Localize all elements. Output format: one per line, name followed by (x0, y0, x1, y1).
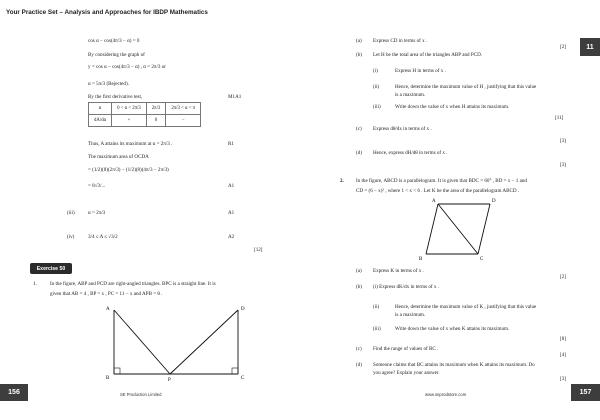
vertex-label-p: P (168, 378, 171, 382)
vertex-label-c: C (241, 376, 245, 381)
part-label: (b) (356, 284, 362, 290)
part-text: Write down the value of x when H attains its maximum. (395, 104, 510, 110)
mark-a1: A1 (228, 183, 235, 189)
solution-line-9: = 8√3/... (88, 183, 106, 189)
question-number: 1. (33, 281, 37, 287)
part-label: (b) (356, 52, 362, 58)
part-mark: [11] (555, 115, 564, 121)
sign-table-cell: + (112, 115, 147, 127)
solution-line-3: y = cos α − cos(4π/3 − α) , α = 2π/3 or (88, 64, 166, 70)
vertex-label-a: A (106, 307, 110, 312)
part-mark: [2] (560, 44, 566, 50)
part-label: (iii) (373, 104, 381, 110)
part-iii-answer: α = 2π/3 (88, 210, 106, 216)
solution-line-1: cos α − cos(4π/3 − α) = 0 (88, 38, 140, 44)
mark-m1a1: M1A1 (228, 94, 242, 100)
sign-table-cell: 2π/3 (146, 103, 166, 115)
footer-publisher: SE Production Limited (120, 392, 162, 397)
part-label: (i) (373, 68, 378, 74)
part-text: Hence, determine the maximum value of H , justifying that this value (395, 84, 537, 90)
part-text: Write down the value of x when K attains its maximum. (395, 326, 510, 332)
part-mark: [4] (560, 352, 566, 358)
part-iv-answer: 3/4 ≤ A ≤ √3/2 (88, 234, 118, 240)
part-text: Someone claims that BC attains its maximum when K attains its maximum. Do (373, 362, 535, 368)
part-label: (ii) (373, 84, 380, 90)
part-text: is a maximum. (395, 312, 426, 318)
total-marks: [12] (254, 247, 263, 253)
question-text: CD = (6 − x)² , where 1 < x < 6 . Let K be the area of the parallelogram ABCD . (356, 188, 520, 194)
solution-line-7: The maximum area of OCDA (88, 154, 149, 160)
solution-line-2: By considering the graph of (88, 52, 145, 58)
sign-table-cell: dA/dα (89, 115, 112, 127)
triangles-figure (100, 302, 250, 382)
part-mark: [3] (560, 376, 566, 382)
part-mark: [3] (560, 138, 566, 144)
solution-line-4: α = 5π/3 (Rejected). (88, 81, 129, 87)
part-mark: [8] (560, 336, 566, 342)
sign-table-cell: 0 < α < 2π/3 (112, 103, 147, 115)
part-label: (c) (356, 126, 362, 132)
part-text: Express H in terms of x . (395, 68, 446, 74)
chapter-tab: 11 (580, 38, 600, 56)
mark-r1: R1 (228, 141, 234, 147)
sign-table-cell: − (166, 115, 201, 127)
solution-line-8: = (1/2)(8)(2π/3) − (1/2)(8)(4π/3 − 2π/3) (88, 167, 169, 173)
part-mark: [2] (560, 274, 566, 280)
part-label: (a) (356, 268, 362, 274)
vertex-label-d: D (241, 307, 245, 312)
part-text: Express dθ/dx in terms of x . (373, 126, 432, 132)
exercise-heading: Exercise 50 (30, 263, 72, 274)
sign-table-cell: 0 (146, 115, 166, 127)
part-text: Find the range of values of BC . (373, 346, 439, 352)
mark-a2: A2 (228, 234, 235, 240)
question-text: In the figure, ABP and PCD are right-angled triangles. BPC is a straight line. It is (50, 281, 216, 287)
vertex-label-a: A (432, 199, 436, 204)
part-text: Let H be the total area of the triangles ABP and PCD. (373, 52, 483, 58)
page-header-title: Your Practice Set – Analysis and Approaches for IBDP Mathematics (6, 9, 208, 16)
part-iii-label: (iii) (67, 210, 75, 216)
solution-line-6: Thus, A attains its maximum at α = 2π/3 . (88, 141, 173, 147)
question-text: given that AB = 4 , BP = x , PC = 11 − x and APB = θ . (50, 291, 163, 297)
part-label: (d) (356, 150, 362, 156)
vertex-label-d: D (492, 199, 496, 204)
part-mark: [3] (560, 162, 566, 168)
first-derivative-sign-table (88, 102, 201, 127)
part-text: Express K in terms of x . (373, 268, 424, 274)
part-label: (c) (356, 346, 362, 352)
part-text: you agree? Explain your answer. (373, 370, 440, 376)
page-number-left: 156 (0, 384, 28, 401)
vertex-label-b: B (106, 376, 110, 381)
part-text: Express CD in terms of x . (373, 38, 428, 44)
solution-line-5: By the first derivative test, (88, 94, 143, 100)
part-text: Hence, determine the maximum value of K , justifying that this value (395, 304, 537, 310)
vertex-label-c: C (480, 257, 484, 262)
mark-a1: A1 (228, 210, 235, 216)
footer-website: www.seprodstore.com (425, 392, 467, 397)
page-number-right: 157 (571, 384, 600, 401)
question-text: In the figure, ABCD is a parallelogram. It is given that BDC = 60° , BD = x − 1 and (356, 178, 527, 184)
part-iv-label: (iv) (67, 234, 75, 240)
part-text: is a maximum. (395, 92, 426, 98)
part-label: (ii) (373, 304, 380, 310)
part-label: (d) (356, 362, 362, 368)
part-text: Hence, express dH/dθ in terms of x . (373, 150, 448, 156)
part-label: (a) (356, 38, 362, 44)
question-number: 2. (340, 178, 344, 184)
part-label: (iii) (373, 326, 381, 332)
parallelogram-figure (410, 196, 510, 264)
vertex-label-b: B (419, 257, 423, 262)
part-text: (i) Express dK/dx in terms of x . (373, 284, 439, 290)
sign-table-cell: α (89, 103, 112, 115)
sign-table-cell: 2π/3 < α < π (166, 103, 201, 115)
